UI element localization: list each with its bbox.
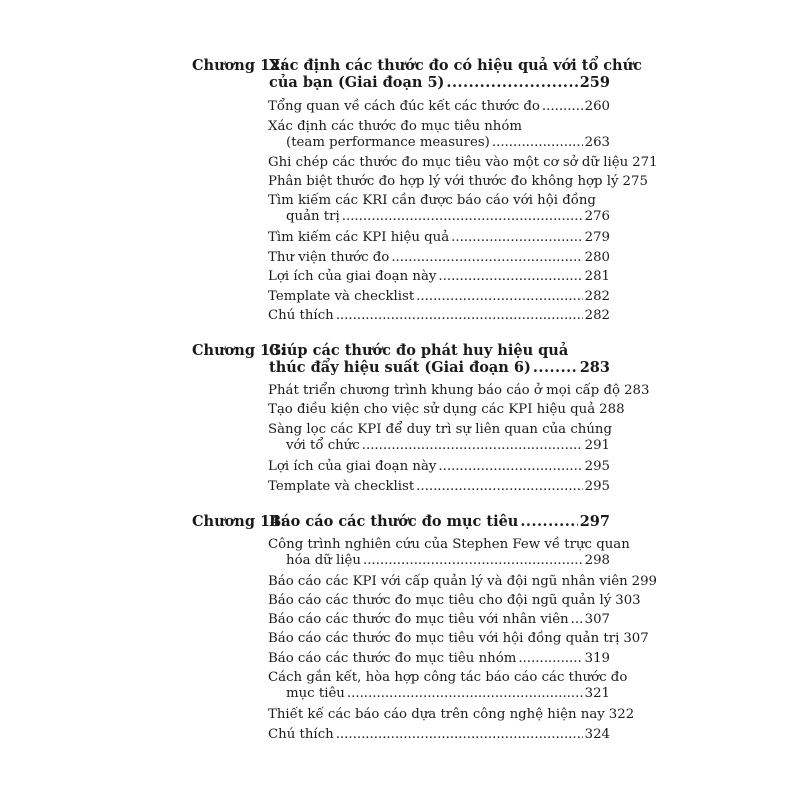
chapter-page: 283: [579, 359, 610, 376]
leader-dots: [446, 74, 577, 91]
entry-page: 319: [584, 651, 610, 666]
chapter-title-cont: của bạn (Giai đoạn 5): [269, 74, 445, 91]
chapter-label: Chương 14:: [192, 513, 286, 530]
entry-title: Báo cáo các thước đo mục tiêu với nhân viên: [268, 612, 569, 627]
chapter-13-heading: [192, 342, 610, 376]
toc-entry[interactable]: [268, 193, 610, 225]
entry-title: Thiết kế các báo cáo dựa trên công nghệ hiện nay: [268, 707, 605, 722]
toc-entry[interactable]: [268, 422, 610, 454]
leader-dots: [438, 269, 582, 285]
toc-entry[interactable]: [268, 537, 630, 569]
leader-dots: [336, 308, 583, 324]
chapter-14-heading: [192, 513, 610, 530]
entry-title-cont: với tổ chức: [286, 438, 360, 453]
entry-title: Tạo điều kiện cho việc sử dụng các KPI hiệu quả: [268, 402, 596, 417]
entry-page: 321: [584, 686, 610, 701]
chapter-label: Chương 13:: [192, 342, 286, 359]
toc-entry[interactable]: [268, 670, 628, 702]
toc-entry[interactable]: [268, 459, 610, 475]
entry-page: 295: [584, 459, 610, 474]
toc-entry[interactable]: [268, 119, 610, 151]
entry-title: Template và checklist: [268, 479, 415, 494]
entry-title: Xác định các thước đo mục tiêu nhóm: [268, 119, 522, 134]
entry-page: 324: [584, 727, 610, 742]
entry-title: Công trình nghiên cứu của Stephen Few về trực quan: [268, 537, 630, 552]
chapter-page: 259: [579, 74, 610, 91]
entry-page: 279: [584, 230, 610, 245]
chapter-title: Giúp các thước đo phát huy hiệu quả: [269, 342, 569, 359]
entry-title: Chú thích: [268, 727, 334, 742]
chapter-label: Chương 12:: [192, 57, 286, 74]
chapter-page: 297: [579, 513, 610, 530]
leader-dots: [391, 250, 582, 266]
entry-title-cont: quản trị: [286, 209, 340, 224]
entry-title: Tìm kiếm các KPI hiệu quả: [268, 230, 450, 245]
entry-title: Lợi ích của giai đoạn này: [268, 459, 437, 474]
leader-dots: [518, 651, 582, 667]
entry-title: Thư viện thước đo: [268, 250, 390, 265]
toc-entry[interactable]: [268, 383, 650, 399]
toc-entry[interactable]: [268, 308, 610, 324]
entry-page: 295: [584, 479, 610, 494]
toc-entry[interactable]: [268, 402, 625, 418]
toc-entry[interactable]: [268, 593, 641, 609]
entry-page: 280: [584, 250, 610, 265]
entry-title-cont: mục tiêu: [286, 686, 345, 701]
entry-title-cont: hóa dữ liệu: [286, 553, 361, 568]
leader-dots: [363, 553, 583, 569]
entry-title: Sàng lọc các KPI để duy trì sự liên quan của chúng: [268, 422, 612, 437]
chapter-title: Báo cáo các thước đo mục tiêu: [269, 513, 519, 530]
leader-dots: [347, 686, 583, 702]
leader-dots: [533, 359, 578, 376]
toc-entry[interactable]: [268, 707, 635, 723]
leader-dots: [416, 479, 582, 495]
toc-entry[interactable]: [268, 651, 610, 667]
entry-title: Báo cáo các KPI với cấp quản lý và đội ngũ nhân viên: [268, 574, 628, 589]
leader-dots: [342, 209, 583, 225]
entry-page: 281: [584, 269, 610, 284]
chapter-12-heading: [192, 57, 642, 91]
chapter-title-cont: thúc đẩy hiệu suất (Giai đoạn 6): [269, 359, 531, 376]
entry-page: 260: [584, 99, 610, 114]
toc-entry[interactable]: [268, 479, 610, 495]
toc-entry[interactable]: [268, 250, 610, 266]
toc-entry[interactable]: [268, 155, 658, 171]
entry-title: Lợi ích của giai đoạn này: [268, 269, 437, 284]
entry-title-cont: (team performance measures): [286, 135, 490, 150]
leader-dots: [451, 230, 582, 246]
entry-page: 288: [599, 402, 625, 417]
entry-page: 283: [624, 383, 650, 398]
entry-page: 282: [584, 289, 610, 304]
toc-entry[interactable]: [268, 289, 610, 305]
leader-dots: [542, 99, 583, 115]
entry-title: Báo cáo các thước đo mục tiêu nhóm: [268, 651, 517, 666]
entry-page: 291: [584, 438, 610, 453]
toc-entry[interactable]: [268, 574, 658, 590]
entry-title: Cách gắn kết, hòa hợp công tác báo cáo các thước đo: [268, 670, 628, 685]
entry-page: 271: [632, 155, 658, 170]
entry-page: 282: [584, 308, 610, 323]
entry-title: Chú thích: [268, 308, 334, 323]
entry-title: Phát triển chương trình khung báo cáo ở mọi cấp độ: [268, 383, 621, 398]
entry-title: Phân biệt thước đo hợp lý với thước đo không hợp lý: [268, 174, 619, 189]
toc-entry[interactable]: [268, 269, 610, 285]
entry-title: Báo cáo các thước đo mục tiêu cho đội ngũ quản lý: [268, 593, 612, 608]
leader-dots: [520, 513, 577, 530]
leader-dots: [492, 135, 583, 151]
entry-page: 322: [608, 707, 635, 722]
leader-dots: [571, 612, 583, 628]
toc-entry[interactable]: [268, 727, 610, 743]
entry-page: 303: [615, 593, 641, 608]
entry-page: 276: [584, 209, 610, 224]
entry-title: Tổng quan về cách đúc kết các thước đo: [268, 99, 540, 114]
toc-entry[interactable]: [268, 174, 648, 190]
entry-title: Tìm kiếm các KRI cần được báo cáo với hội đồng: [268, 193, 596, 208]
toc-entry[interactable]: [268, 99, 610, 115]
entry-title: Báo cáo các thước đo mục tiêu với hội đồng quản trị: [268, 631, 620, 646]
entry-title: Ghi chép các thước đo mục tiêu vào một cơ sở dữ liệu: [268, 155, 629, 170]
entry-page: 307: [623, 631, 649, 646]
chapter-title: Xác định các thước đo có hiệu quả với tổ chức: [269, 57, 642, 74]
leader-dots: [416, 289, 582, 305]
leader-dots: [362, 438, 583, 454]
entry-page: 307: [584, 612, 610, 627]
leader-dots: [438, 459, 582, 475]
toc-entry[interactable]: [268, 230, 610, 246]
entry-page: 263: [584, 135, 610, 150]
entry-page: 299: [631, 574, 658, 589]
leader-dots: [336, 727, 583, 743]
toc-entry[interactable]: [268, 612, 610, 628]
entry-page: 298: [584, 553, 610, 568]
entry-page: 275: [622, 174, 648, 189]
entry-title: Template và checklist: [268, 289, 415, 304]
toc-entry[interactable]: [268, 631, 649, 647]
